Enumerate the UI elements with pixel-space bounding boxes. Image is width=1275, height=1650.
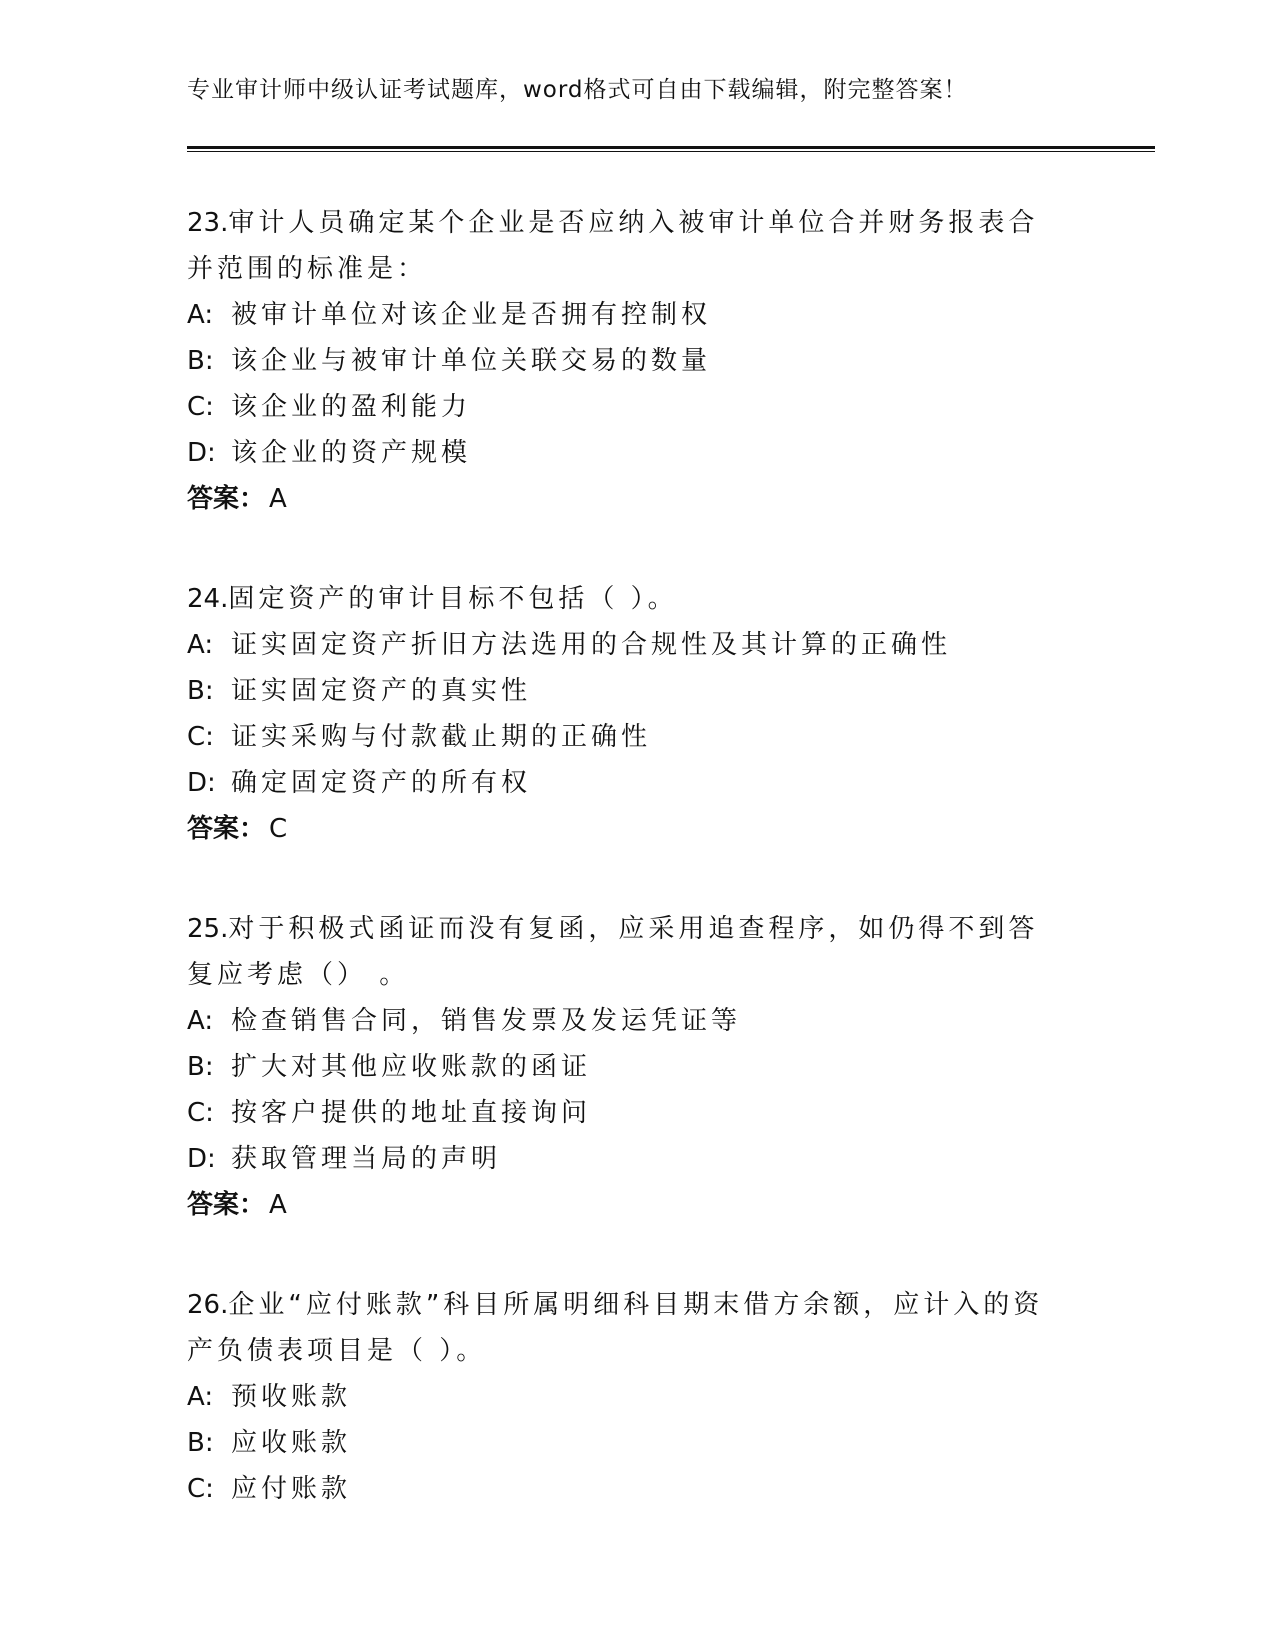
option-text: 该企业的资产规模 [231, 438, 472, 468]
option-text: 按客户提供的地址直接询问 [231, 1098, 592, 1128]
option-key: D: [187, 438, 216, 468]
option-text: 确定固定资产的所有权 [231, 768, 532, 798]
option-b [187, 1420, 1067, 1466]
option-text: 证实固定资产折旧方法选用的合规性及其计算的正确性 [231, 630, 952, 660]
question-number: 24. [187, 584, 229, 614]
question-text: 企业“应付账款”科目所属明细科目期末借方余额，应计入的资产负债表项目是（ ）。 [187, 1290, 1044, 1366]
option-text: 扩大对其他应收账款的函证 [231, 1052, 592, 1082]
option-c [187, 714, 1067, 760]
page-header: 专业审计师中级认证考试题库，word格式可自由下载编辑，附完整答案！ [187, 77, 968, 103]
option-c [187, 1466, 1067, 1512]
option-key: D: [187, 768, 216, 798]
question-24 [187, 576, 1067, 852]
option-key: A: [187, 630, 214, 660]
question-text: 固定资产的审计目标不包括（ ）。 [228, 584, 678, 614]
option-text: 预收账款 [231, 1382, 352, 1412]
option-a [187, 292, 1067, 338]
option-b [187, 338, 1067, 384]
answer-label: 答案： [187, 484, 266, 514]
option-key: B: [187, 676, 214, 706]
question-number: 25. [187, 914, 229, 944]
option-d [187, 760, 1067, 806]
option-a [187, 622, 1067, 668]
option-key: A: [187, 300, 214, 330]
option-d [187, 430, 1067, 476]
option-text: 该企业与被审计单位关联交易的数量 [231, 346, 712, 376]
option-text: 获取管理当局的声明 [231, 1144, 502, 1174]
question-text: 审计人员确定某个企业是否应纳入被审计单位合并财务报表合并范围的标准是： [187, 208, 1039, 284]
option-key: B: [187, 1428, 214, 1458]
option-c [187, 1090, 1067, 1136]
option-text: 该企业的盈利能力 [231, 392, 472, 422]
question-26 [187, 1282, 1067, 1512]
option-b [187, 668, 1067, 714]
question-number: 23. [187, 208, 229, 238]
option-text: 证实固定资产的真实性 [231, 676, 532, 706]
option-key: C: [187, 1474, 214, 1504]
option-key: D: [187, 1144, 216, 1174]
question-text: 对于积极式函证而没有复函，应采用追查程序，如仍得不到答复应考虑（） 。 [187, 914, 1039, 990]
question-list [187, 200, 1067, 1566]
option-a [187, 998, 1067, 1044]
option-key: C: [187, 722, 214, 752]
option-text: 检查销售合同，销售发票及发运凭证等 [231, 1006, 742, 1036]
question-stem [187, 1282, 1067, 1374]
question-stem [187, 200, 1067, 292]
option-key: B: [187, 346, 214, 376]
question-number: 26. [187, 1290, 229, 1320]
question-stem [187, 576, 1067, 622]
answer-line [187, 1182, 1067, 1228]
option-key: C: [187, 392, 214, 422]
option-d [187, 1136, 1067, 1182]
question-23 [187, 200, 1067, 522]
answer-value: A [269, 1190, 287, 1220]
option-b [187, 1044, 1067, 1090]
option-key: A: [187, 1006, 214, 1036]
option-text: 应付账款 [231, 1474, 352, 1504]
answer-label: 答案： [187, 814, 266, 844]
answer-line [187, 476, 1067, 522]
option-key: C: [187, 1098, 214, 1128]
header-rule-thick [187, 146, 1155, 149]
option-a [187, 1374, 1067, 1420]
option-text: 证实采购与付款截止期的正确性 [231, 722, 652, 752]
header-rule-thin [187, 151, 1155, 152]
answer-line [187, 806, 1067, 852]
answer-label: 答案： [187, 1190, 266, 1220]
answer-value: A [269, 484, 287, 514]
option-key: A: [187, 1382, 214, 1412]
answer-value: C [269, 814, 288, 844]
question-25 [187, 906, 1067, 1228]
option-c [187, 384, 1067, 430]
question-stem [187, 906, 1067, 998]
option-text: 应收账款 [231, 1428, 352, 1458]
option-key: B: [187, 1052, 214, 1082]
option-text: 被审计单位对该企业是否拥有控制权 [231, 300, 712, 330]
